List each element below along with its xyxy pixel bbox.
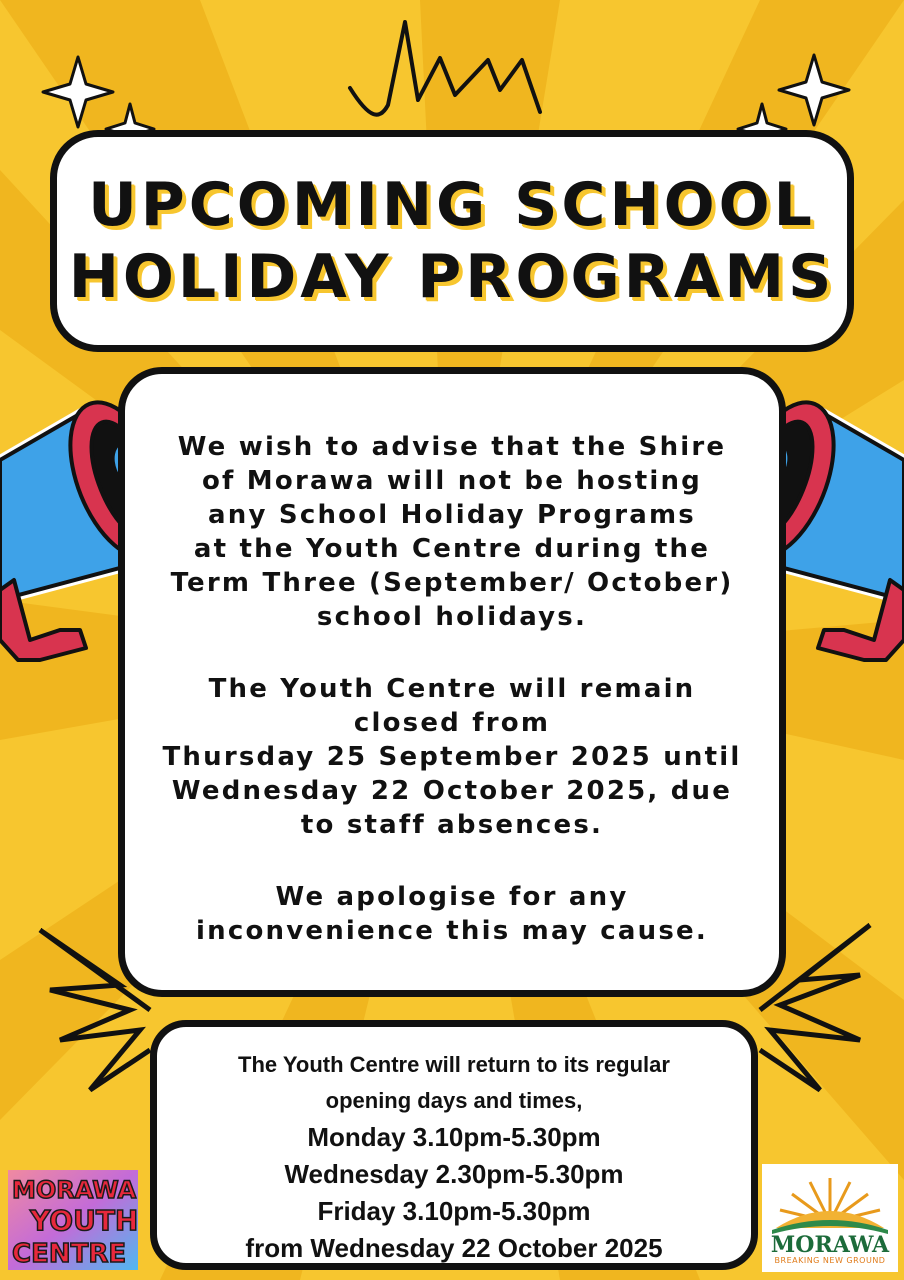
notice-line: closed from	[353, 708, 551, 738]
shire-of-morawa-logo	[762, 1164, 898, 1272]
hours-intro-line-2: opening days and times,	[325, 1088, 583, 1113]
opening-hours-box	[150, 1020, 758, 1270]
youth-centre-logo	[8, 1170, 138, 1270]
notice-line: of Morawa will not be hosting	[201, 466, 702, 496]
youth-logo-line-1: MORAWA	[12, 1176, 137, 1204]
youth-logo-line-2: YOUTH	[30, 1204, 138, 1237]
hours-wednesday: Wednesday 2.30pm-5.30pm	[284, 1159, 624, 1189]
hours-from-date: from Wednesday 22 October 2025	[245, 1233, 663, 1263]
notice-line: Wednesday 22 October 2025, due	[171, 776, 733, 806]
youth-logo-line-3: CENTRE	[12, 1239, 127, 1269]
notice-line: at the Youth Centre during the	[193, 534, 711, 564]
shire-logo-tagline: BREAKING NEW GROUND	[774, 1256, 886, 1265]
notice-line: Thursday 25 September 2025 until	[162, 742, 742, 772]
hours-friday: Friday 3.10pm-5.30pm	[317, 1196, 591, 1226]
notice-box	[118, 367, 786, 997]
page-title-line-1: UPCOMING SCHOOL	[88, 170, 816, 240]
notice-line: The Youth Centre will remain	[208, 674, 696, 704]
notice-line: inconvenience this may cause.	[196, 916, 708, 946]
hours-monday: Monday 3.10pm-5.30pm	[307, 1122, 601, 1152]
notice-paragraph-2	[152, 672, 752, 842]
notice-paragraph-1	[152, 430, 752, 634]
hours-intro-line-1: The Youth Centre will return to its regular	[238, 1052, 670, 1077]
notice-line: Term Three (September/ October)	[170, 568, 734, 598]
shire-logo-name: MORAWA	[770, 1232, 890, 1258]
notice-line: school holidays.	[316, 602, 588, 632]
notice-line: We apologise for any	[275, 882, 629, 912]
notice-paragraph-3	[152, 880, 752, 948]
notice-line: any School Holiday Programs	[208, 500, 696, 530]
page-title-line-2: HOLIDAY PROGRAMS	[68, 242, 836, 312]
title-box	[50, 130, 854, 352]
notice-line: to staff absences.	[300, 810, 604, 840]
notice-line: We wish to advise that the Shire	[177, 432, 727, 462]
